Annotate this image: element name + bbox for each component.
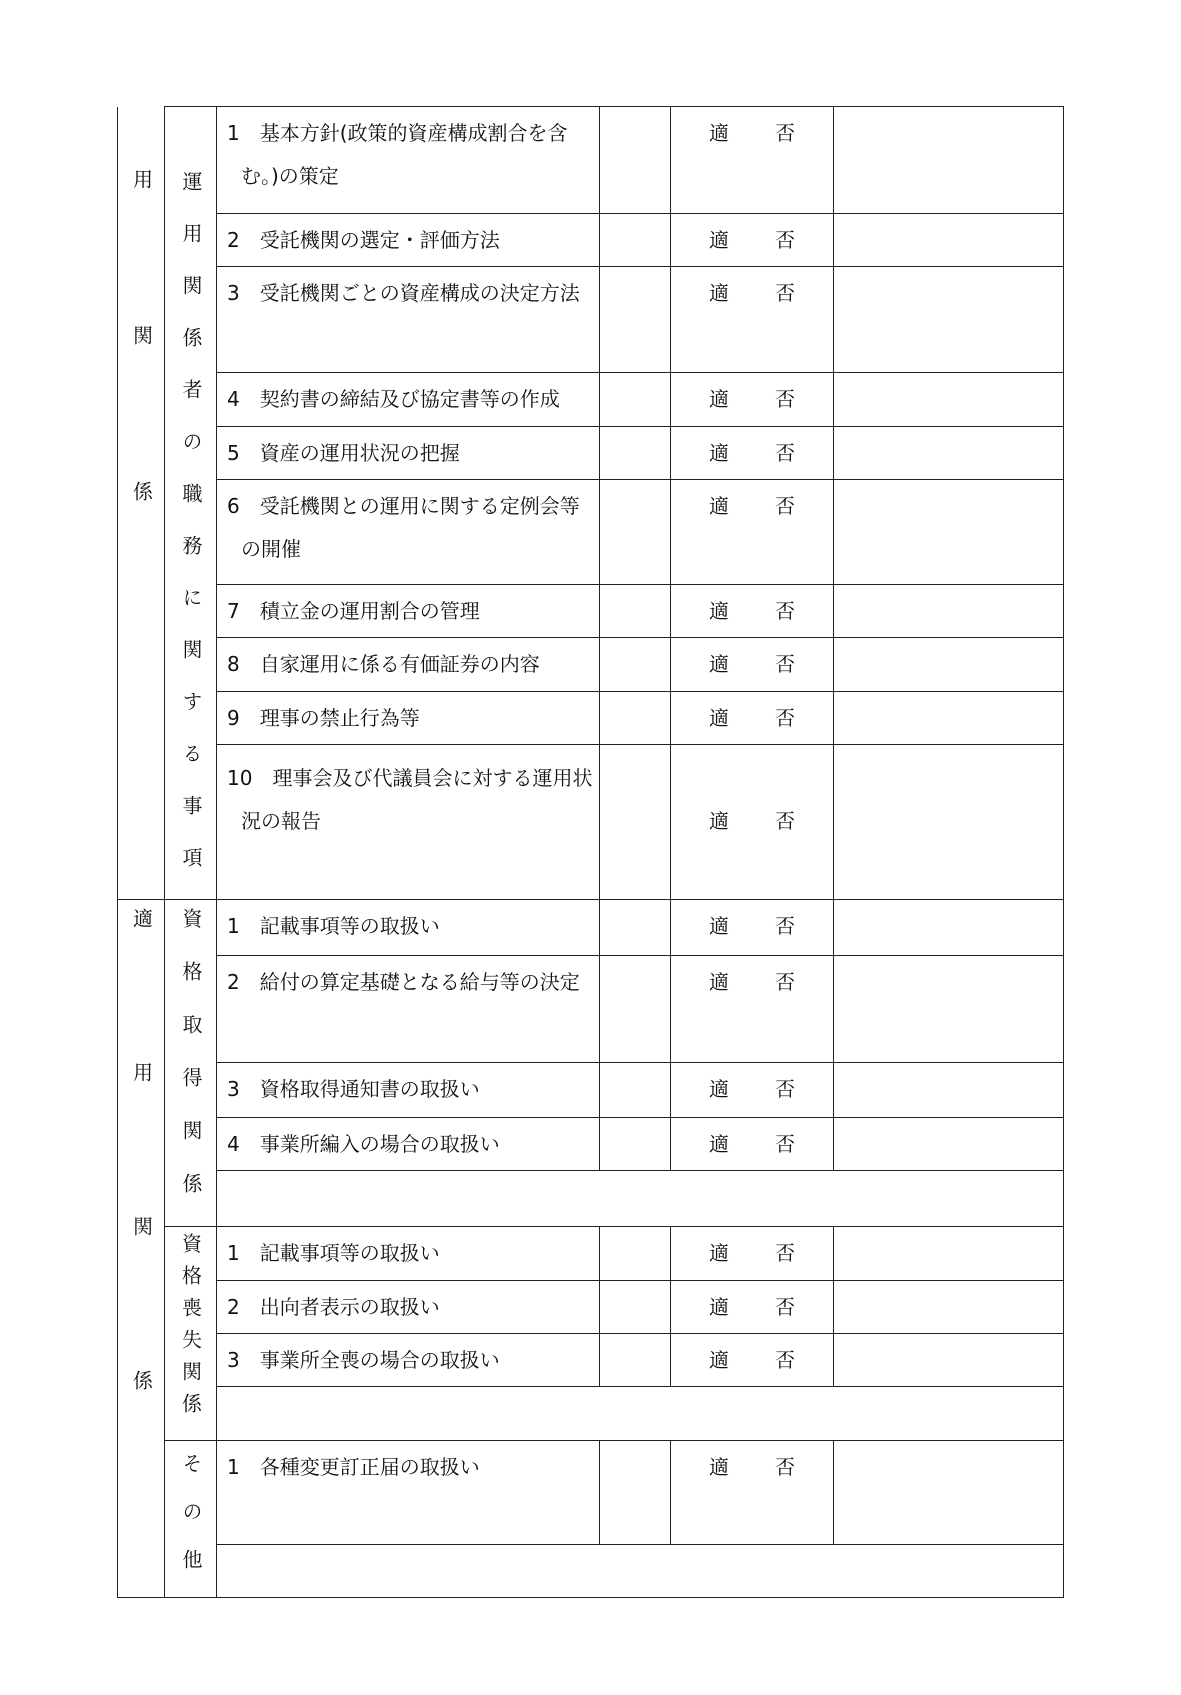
judgement-cell[interactable] bbox=[671, 426, 834, 479]
blank-cell[interactable] bbox=[600, 1441, 671, 1545]
blank-cell[interactable] bbox=[600, 1117, 671, 1171]
judgement-cell[interactable] bbox=[671, 900, 834, 956]
judgement-cell[interactable] bbox=[671, 372, 834, 426]
ok-option[interactable]: 適 bbox=[709, 281, 729, 305]
check-item: 3 受託機関ごとの資産構成の決定方法 bbox=[217, 267, 600, 373]
remarks-cell[interactable] bbox=[834, 1441, 1064, 1545]
judgement-cell[interactable] bbox=[671, 213, 834, 266]
remarks-cell[interactable] bbox=[834, 107, 1064, 214]
judgement-cell[interactable] bbox=[671, 1227, 834, 1281]
blank-cell[interactable] bbox=[600, 267, 671, 373]
ok-option[interactable]: 適 bbox=[709, 969, 729, 994]
blank-cell[interactable] bbox=[600, 691, 671, 744]
remarks-cell[interactable] bbox=[834, 900, 1064, 956]
blank-cell[interactable] bbox=[600, 107, 671, 214]
check-item: 5 資産の運用状況の把握 bbox=[217, 426, 600, 479]
judgement-cell[interactable] bbox=[671, 955, 834, 1062]
check-item: 9 理事の禁止行為等 bbox=[217, 691, 600, 744]
check-item: 2 出向者表示の取扱い bbox=[217, 1281, 600, 1334]
notes-row[interactable] bbox=[217, 1387, 1064, 1441]
ok-option[interactable]: 適 bbox=[709, 440, 729, 465]
remarks-cell[interactable] bbox=[834, 744, 1064, 899]
blank-cell[interactable] bbox=[600, 372, 671, 426]
notes-row[interactable] bbox=[217, 1171, 1064, 1227]
remarks-cell[interactable] bbox=[834, 691, 1064, 744]
blank-cell[interactable] bbox=[600, 638, 671, 691]
ok-option[interactable]: 適 bbox=[709, 494, 729, 519]
ok-option[interactable]: 適 bbox=[709, 1295, 729, 1319]
ok-option[interactable]: 適 bbox=[709, 227, 729, 252]
remarks-cell[interactable] bbox=[834, 955, 1064, 1062]
judgement-cell[interactable] bbox=[671, 744, 834, 899]
ok-option[interactable]: 適 bbox=[709, 1076, 729, 1101]
remarks-cell[interactable] bbox=[834, 1062, 1064, 1117]
remarks-cell[interactable] bbox=[834, 372, 1064, 426]
blank-cell[interactable] bbox=[600, 955, 671, 1062]
ok-option[interactable]: 適 bbox=[709, 598, 729, 623]
ok-option[interactable]: 適 bbox=[709, 1348, 729, 1372]
check-item: 3 資格取得通知書の取扱い bbox=[217, 1062, 600, 1117]
category-label-outer: 適用関係 bbox=[118, 900, 165, 1598]
ok-option[interactable]: 適 bbox=[709, 652, 729, 677]
ng-option[interactable]: 否 bbox=[775, 1348, 795, 1372]
blank-cell[interactable] bbox=[600, 1334, 671, 1387]
ng-option[interactable]: 否 bbox=[775, 1241, 795, 1265]
ng-option[interactable]: 否 bbox=[775, 1455, 795, 1479]
remarks-cell[interactable] bbox=[834, 426, 1064, 479]
judgement-cell[interactable] bbox=[671, 1117, 834, 1171]
check-item: 1 記載事項等の取扱い bbox=[217, 1227, 600, 1281]
ng-option[interactable]: 否 bbox=[775, 652, 795, 677]
ng-option[interactable]: 否 bbox=[775, 1076, 795, 1101]
judgement-cell[interactable] bbox=[671, 267, 834, 373]
blank-cell[interactable] bbox=[600, 213, 671, 266]
subcategory-label: 資格喪失関係 bbox=[165, 1227, 217, 1441]
check-item: 8 自家運用に係る有価証券の内容 bbox=[217, 638, 600, 691]
notes-row[interactable] bbox=[217, 1545, 1064, 1598]
ng-option[interactable]: 否 bbox=[775, 914, 795, 938]
check-item: 7 積立金の運用割合の管理 bbox=[217, 584, 600, 637]
ng-option[interactable]: 否 bbox=[775, 494, 795, 519]
check-item: 1 基本方針(政策的資産構成割合を含む。)の策定 bbox=[217, 107, 600, 214]
ng-option[interactable]: 否 bbox=[775, 440, 795, 465]
ok-option[interactable]: 適 bbox=[709, 914, 729, 938]
blank-cell[interactable] bbox=[600, 1227, 671, 1281]
ok-option[interactable]: 適 bbox=[709, 121, 729, 145]
remarks-cell[interactable] bbox=[834, 1334, 1064, 1387]
judgement-cell[interactable] bbox=[671, 480, 834, 585]
check-item: 10 理事会及び代議員会に対する運用状況の報告 bbox=[217, 744, 600, 899]
judgement-cell[interactable] bbox=[671, 1281, 834, 1334]
ng-option[interactable]: 否 bbox=[775, 1295, 795, 1319]
subcategory-label: 資格取得関係 bbox=[165, 900, 217, 1227]
ng-option[interactable]: 否 bbox=[775, 1131, 795, 1156]
remarks-cell[interactable] bbox=[834, 480, 1064, 585]
ng-option[interactable]: 否 bbox=[775, 809, 795, 834]
ok-option[interactable]: 適 bbox=[709, 1241, 729, 1265]
subcategory-label: その他 bbox=[165, 1441, 217, 1598]
ng-option[interactable]: 否 bbox=[775, 598, 795, 623]
blank-cell[interactable] bbox=[600, 1281, 671, 1334]
blank-cell[interactable] bbox=[600, 584, 671, 637]
blank-cell[interactable] bbox=[600, 480, 671, 585]
remarks-cell[interactable] bbox=[834, 1117, 1064, 1171]
check-item: 2 給付の算定基礎となる給与等の決定 bbox=[217, 955, 600, 1062]
check-item: 2 受託機関の選定・評価方法 bbox=[217, 213, 600, 266]
ng-option[interactable]: 否 bbox=[775, 705, 795, 730]
category-label-outer: 用関係 bbox=[118, 107, 165, 900]
blank-cell[interactable] bbox=[600, 900, 671, 956]
ng-option[interactable]: 否 bbox=[775, 969, 795, 994]
ok-option[interactable]: 適 bbox=[709, 705, 729, 730]
remarks-cell[interactable] bbox=[834, 213, 1064, 266]
judgement-cell[interactable] bbox=[671, 638, 834, 691]
check-item: 6 受託機関との運用に関する定例会等の開催 bbox=[217, 480, 600, 585]
judgement-cell[interactable] bbox=[671, 1062, 834, 1117]
ok-option[interactable]: 適 bbox=[709, 1131, 729, 1156]
judgement-cell[interactable] bbox=[671, 1441, 834, 1545]
judgement-cell[interactable] bbox=[671, 107, 834, 214]
judgement-cell[interactable] bbox=[671, 691, 834, 744]
judgement-cell[interactable] bbox=[671, 1334, 834, 1387]
check-item: 4 契約書の締結及び協定書等の作成 bbox=[217, 372, 600, 426]
check-item: 1 各種変更訂正届の取扱い bbox=[217, 1441, 600, 1545]
check-item: 3 事業所全喪の場合の取扱い bbox=[217, 1334, 600, 1387]
ok-option[interactable]: 適 bbox=[709, 809, 729, 834]
check-item: 1 記載事項等の取扱い bbox=[217, 900, 600, 956]
blank-cell[interactable] bbox=[600, 1062, 671, 1117]
remarks-cell[interactable] bbox=[834, 638, 1064, 691]
ng-option[interactable]: 否 bbox=[775, 281, 795, 305]
remarks-cell[interactable] bbox=[834, 584, 1064, 637]
ok-option[interactable]: 適 bbox=[709, 386, 729, 411]
check-item: 4 事業所編入の場合の取扱い bbox=[217, 1117, 600, 1171]
subcategory-label: 運用関係者の職務に関する事項 bbox=[165, 107, 217, 900]
audit-checklist-table bbox=[117, 106, 1064, 1598]
remarks-cell[interactable] bbox=[834, 1281, 1064, 1334]
remarks-cell[interactable] bbox=[834, 1227, 1064, 1281]
blank-cell[interactable] bbox=[600, 426, 671, 479]
remarks-cell[interactable] bbox=[834, 267, 1064, 373]
ng-option[interactable]: 否 bbox=[775, 121, 795, 145]
ng-option[interactable]: 否 bbox=[775, 227, 795, 252]
ok-option[interactable]: 適 bbox=[709, 1455, 729, 1479]
judgement-cell[interactable] bbox=[671, 584, 834, 637]
blank-cell[interactable] bbox=[600, 744, 671, 899]
ng-option[interactable]: 否 bbox=[775, 386, 795, 411]
